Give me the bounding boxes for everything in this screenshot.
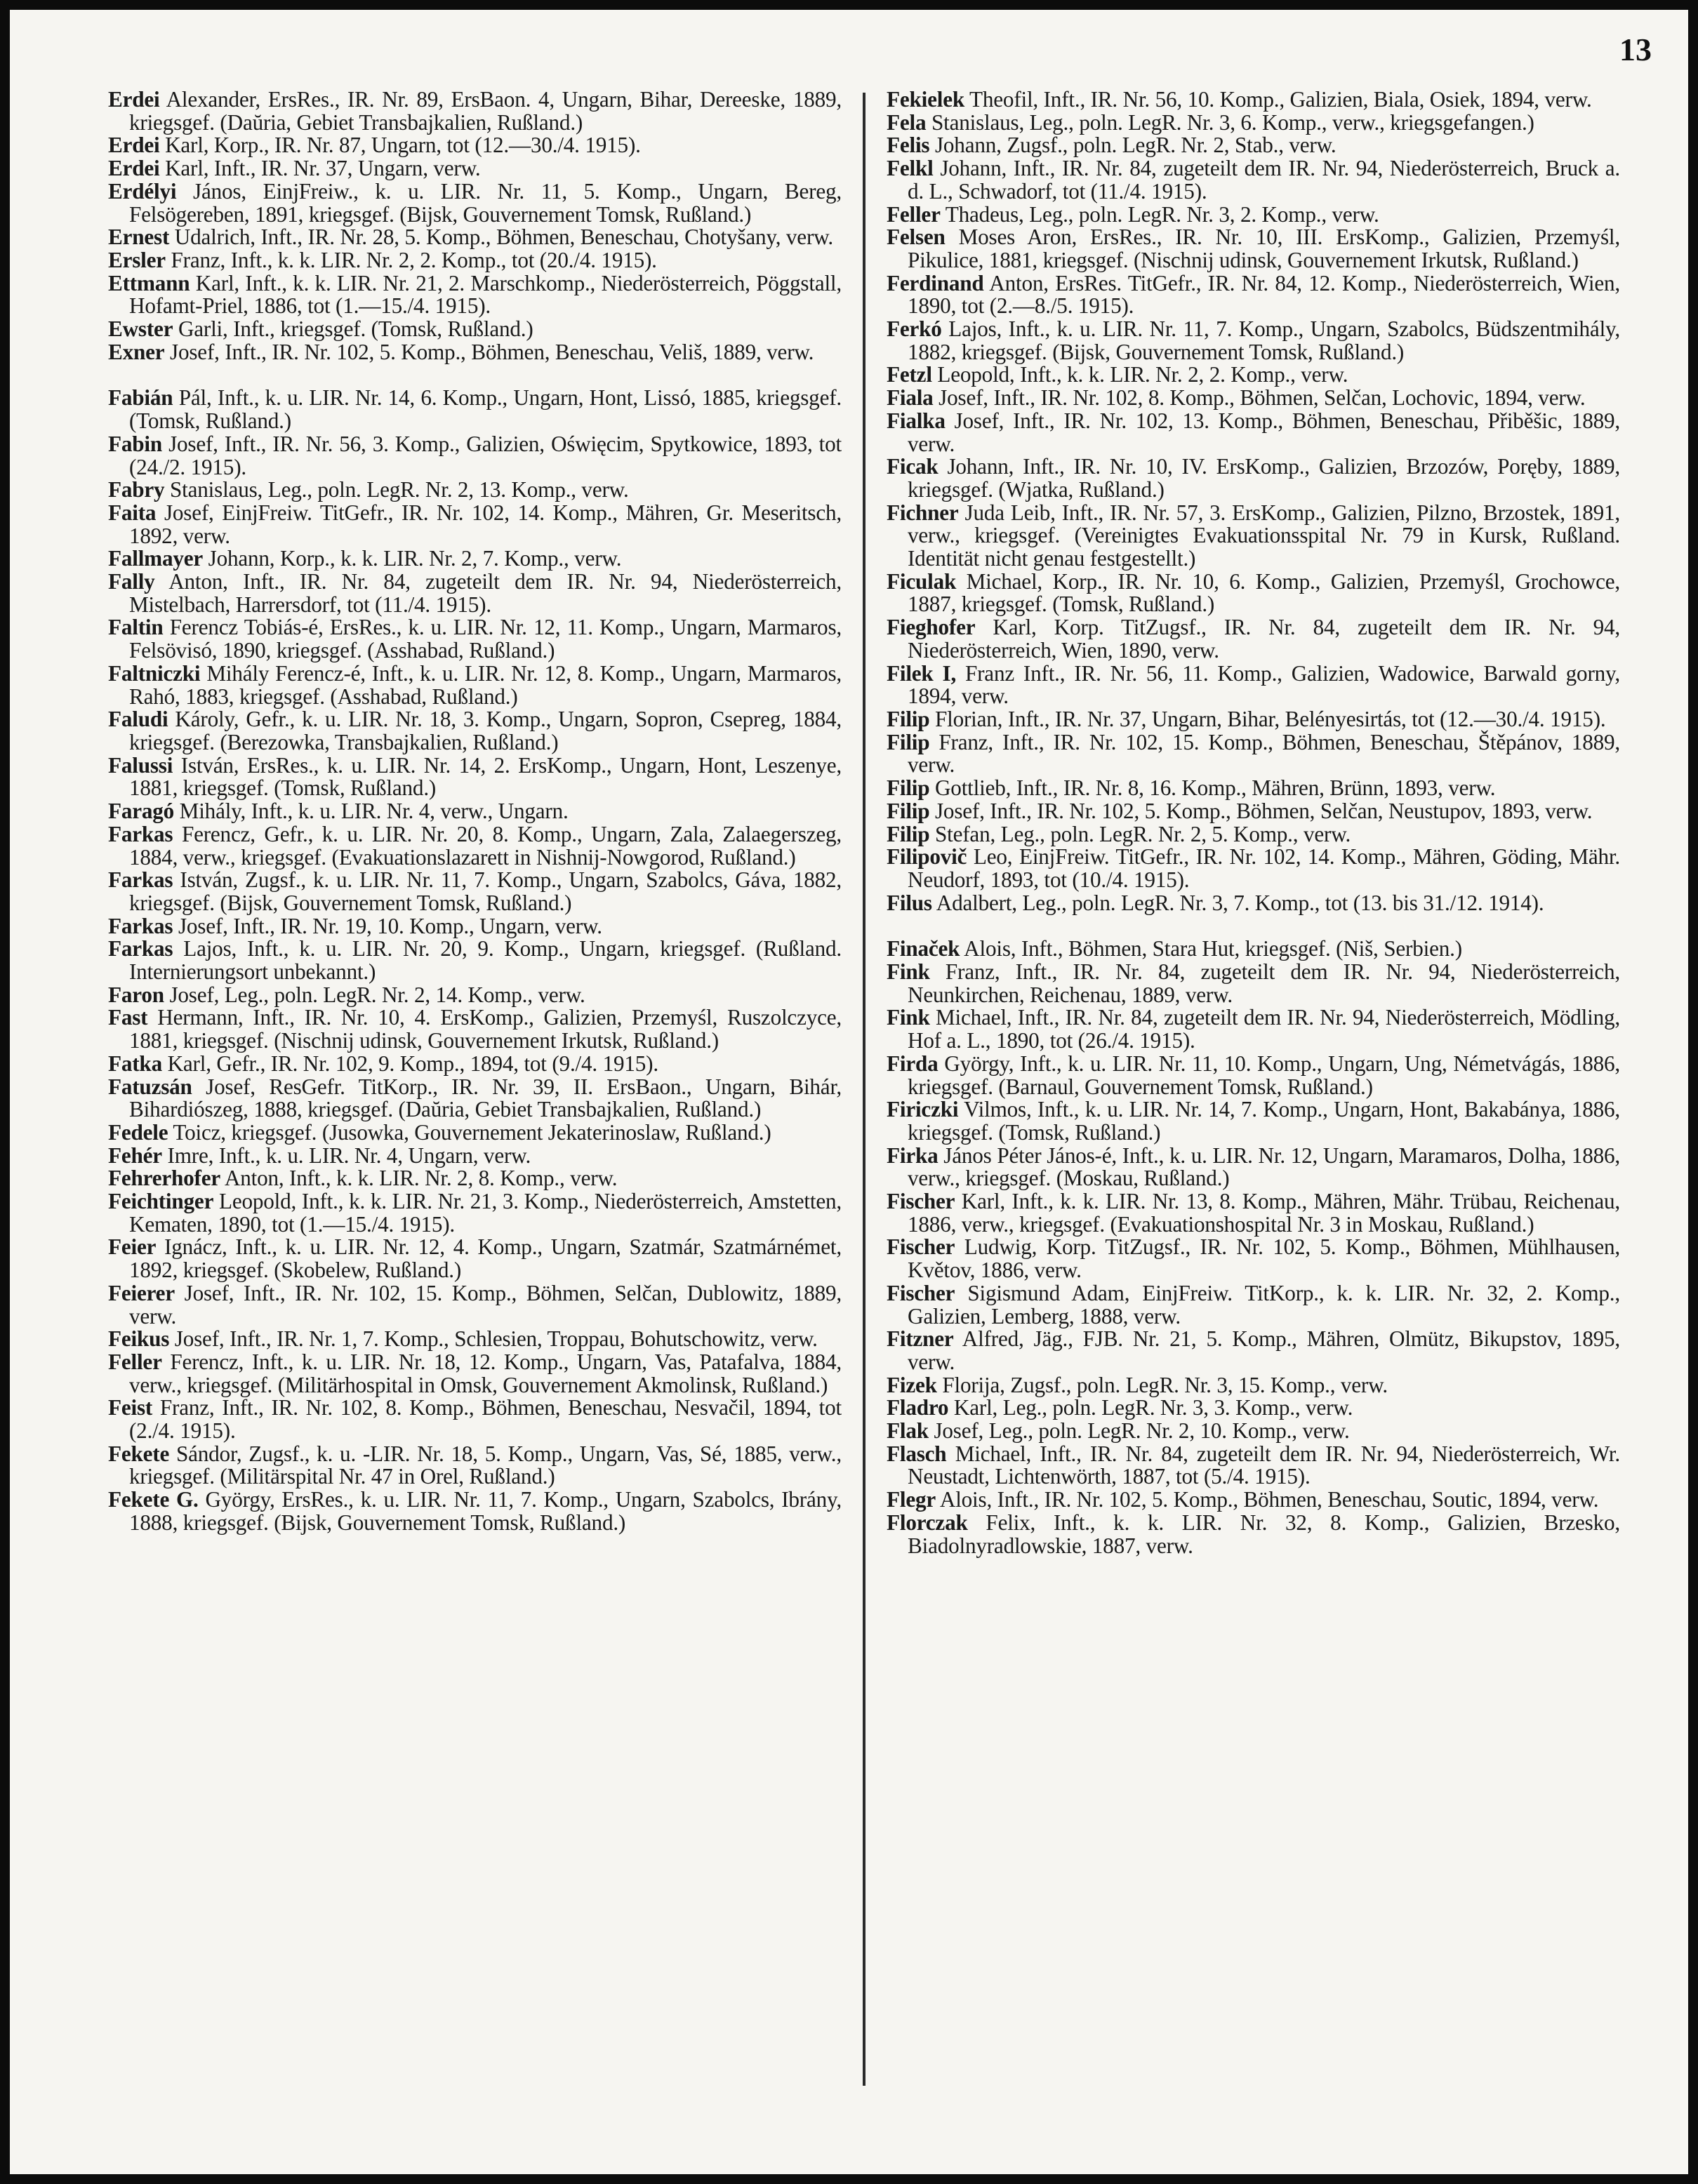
entry-surname: Flasch: [887, 1441, 947, 1466]
entry-surname: Fast: [108, 1005, 148, 1030]
entry-details: Florija, Zugsf., poln. LegR. Nr. 3, 15. Komp., verw.: [936, 1372, 1388, 1397]
entry-surname: Filek I,: [887, 660, 957, 686]
list-entry: [887, 109, 1620, 135]
entry-surname: Fallmayer: [108, 546, 204, 571]
list-entry: [108, 869, 842, 914]
entry-details: Franz, Inft., IR. Nr. 102, 15. Komp., Böhmen, Beneschau, Štěpánov, 1889, verw.: [908, 729, 1620, 778]
left-column: [108, 88, 863, 2124]
entry-surname: Fedele: [108, 1119, 168, 1145]
entry-surname: Fatuzsán: [108, 1074, 192, 1099]
entry-details: Josef, ResGefr. TitKorp., IR. Nr. 39, II. ErsBaon., Ungarn, Bihár, Bihardiószeg, 1888, kriegsgef. (Daŭria, Gebiet Transbajkalien, Rußland.): [129, 1074, 842, 1122]
two-column-layout: [108, 88, 1638, 2124]
entry-surname: Fehrerhofer: [108, 1166, 221, 1191]
entry-details: Karl, Inft., IR. Nr. 37, Ungarn, verw.: [159, 156, 481, 181]
entry-details: Anton, ErsRes. TitGefr., IR. Nr. 84, 12. Komp., Niederösterreich, Wien, 1890, tot (2.—8./5. 1915).: [908, 270, 1620, 319]
entry-surname: Erdei: [108, 88, 160, 112]
entry-details: Leopold, Inft., k. k. LIR. Nr. 21, 3. Komp., Niederösterreich, Amstetten, Kematen, 1890, tot (1.—15./4. 1915).: [129, 1189, 842, 1237]
entry-details: Imre, Inft., k. u. LIR. Nr. 4, Ungarn, verw.: [161, 1143, 531, 1168]
entry-surname: Florczak: [887, 1510, 968, 1535]
list-entry: [887, 1443, 1620, 1489]
entry-surname: Feist: [108, 1395, 153, 1420]
entry-surname: Felis: [887, 133, 930, 158]
entry-details: István, Zugsf., k. u. LIR. Nr. 11, 7. Komp., Ungarn, Szabolcs, Gáva, 1882, kriegsgef. (Bijsk, Gouvernement Tomsk, Rußland.): [129, 867, 842, 915]
entry-surname: Firka: [887, 1143, 938, 1168]
entry-details: Josef, Inft., IR. Nr. 56, 3. Komp., Galizien, Oświęcim, Spytkowice, 1893, tot (24./2. 1915).: [129, 431, 842, 479]
entry-details: Juda Leib, Inft., IR. Nr. 57, 3. ErsKomp., Galizien, Pilzno, Brzostek, 1891, verw., kriegsgef. (Vereinigtes Evakuationsspital Nr. 79 in Kursk, Rußland. Identität nicht genau festgestellt.): [908, 500, 1620, 571]
entry-surname: Fela: [887, 109, 927, 135]
entry-surname: Fetzl: [887, 362, 932, 387]
list-entry: [887, 272, 1620, 318]
entry-surname: Filip: [887, 729, 930, 754]
entry-details: Stefan, Leg., poln. LegR. Nr. 2, 5. Komp., verw.: [929, 821, 1351, 846]
list-entry: [108, 1328, 842, 1351]
entry-details: Franz, Inft., IR. Nr. 84, zugeteilt dem IR. Nr. 94, Niederösterreich, Neunkirchen, Reichenau, 1889, verw.: [908, 959, 1620, 1007]
entry-surname: Feller: [887, 201, 941, 227]
list-entry: [887, 777, 1620, 800]
list-entry: [887, 410, 1620, 455]
entry-surname: Firiczki: [887, 1097, 959, 1122]
entry-details: Alois, Inft., Böhmen, Stara Hut, kriegsgef. (Niš, Serbien.): [960, 936, 1462, 961]
list-entry: [108, 1443, 842, 1489]
entry-details: Hermann, Inft., IR. Nr. 10, 4. ErsKomp., Galizien, Przemyśl, Ruszolczyce, 1881, kriegsgef. (Nischnij udinsk, Gouvernement Irkutsk, Rußland.): [129, 1005, 842, 1053]
list-entry: [108, 1282, 842, 1328]
entry-details: Vilmos, Inft., k. u. LIR. Nr. 14, 7. Komp., Ungarn, Hont, Bakabánya, 1886, kriegsgef. (Tomsk, Rußland.): [908, 1097, 1620, 1145]
entry-details: István, ErsRes., k. u. LIR. Nr. 14, 2. ErsKomp., Ungarn, Hont, Leszenye, 1881, kriegsgef. (Tomsk, Rußland.): [129, 752, 842, 801]
entry-details: Anton, Inft., IR. Nr. 84, zugeteilt dem IR. Nr. 94, Niederösterreich, Mistelbach, Harrersdorf, tot (11./4. 1915).: [129, 569, 842, 617]
entry-details: János Péter János-é, Inft., k. u. LIR. Nr. 12, Ungarn, Maramaros, Dolha, 1886, verw., kriegsgef. (Moskau, Rußland.): [908, 1143, 1620, 1191]
entry-details: Michael, Inft., IR. Nr. 84, zugeteilt dem IR. Nr. 94, Niederösterreich, Mödling, Hof a. L., 1890, tot (26./4. 1915).: [908, 1005, 1620, 1053]
entry-details: Franz Inft., IR. Nr. 56, 11. Komp., Galizien, Wadowice, Barwald gorny, 1894, verw.: [908, 660, 1620, 709]
list-entry: [887, 88, 1620, 112]
entry-surname: Fekielek: [887, 88, 964, 112]
entry-details: Ferencz Tobiás-é, ErsRes., k. u. LIR. Nr. 12, 11. Komp., Ungarn, Marmaros, Felsövisó, 1890, kriegsgef. (Asshabad, Rußland.): [129, 615, 842, 663]
list-entry: [108, 547, 842, 571]
list-entry: [108, 1167, 842, 1190]
entry-surname: Flak: [887, 1418, 929, 1444]
entry-surname: Fatka: [108, 1051, 162, 1076]
entry-surname: Feikus: [108, 1326, 170, 1352]
entry-details: Franz, Inft., IR. Nr. 102, 8. Komp., Böhmen, Beneschau, Nesvačil, 1894, tot (2./4. 1915).: [129, 1395, 842, 1444]
entry-surname: Fehér: [108, 1143, 162, 1168]
right-column: [865, 88, 1620, 2124]
entry-details: Károly, Gefr., k. u. LIR. Nr. 18, 3. Komp., Ungarn, Sopron, Csepreg, 1884, kriegsgef. (Berezowka, Transbajkalien, Rußland.): [129, 707, 842, 754]
list-entry: [887, 134, 1620, 157]
list-entry: [108, 1006, 842, 1052]
list-entry: [887, 1053, 1620, 1098]
entry-details: Toicz, kriegsgef. (Jusowka, Gouvernement Jekaterinoslaw, Rußland.): [168, 1119, 771, 1145]
entry-surname: Firda: [887, 1051, 938, 1076]
entry-surname: Feichtinger: [108, 1189, 214, 1214]
entry-surname: Erdei: [108, 133, 160, 158]
list-entry: [887, 1489, 1620, 1512]
entry-details: Josef, Leg., poln. LegR. Nr. 2, 10. Komp., verw.: [928, 1418, 1350, 1444]
entry-details: Leopold, Inft., k. k. LIR. Nr. 2, 2. Komp., verw.: [931, 362, 1348, 387]
entry-surname: Ficulak: [887, 568, 957, 594]
entry-details: Alexander, ErsRes., IR. Nr. 89, ErsBaon. 4, Ungarn, Bihar, Dereeske, 1889, kriegsgef. (Daŭria, Gebiet Transbajkalien, Rußland.): [129, 88, 842, 135]
list-entry: [108, 134, 842, 157]
entry-surname: Faludi: [108, 707, 168, 732]
entry-surname: Faltniczki: [108, 660, 201, 686]
entry-details: Ferencz, Gefr., k. u. LIR. Nr. 20, 8. Komp., Ungarn, Zala, Zalaegerszeg, 1884, verw., kriegsgef. (Evakuationslazarett in Nishnij-Nowgorod, Rußland.): [129, 821, 842, 870]
entry-details: Johann, Zugsf., poln. LegR. Nr. 2, Stab., verw.: [929, 133, 1336, 158]
entry-surname: Fischer: [887, 1189, 955, 1214]
list-entry: [108, 88, 842, 134]
entry-details: Michael, Inft., IR. Nr. 84, zugeteilt dem IR. Nr. 94, Niederösterreich, Wr. Neustadt, Lichtenwörth, 1887, tot (5./4. 1915).: [908, 1441, 1620, 1489]
list-entry: [887, 961, 1620, 1006]
list-entry: [887, 938, 1620, 961]
entry-details: Thadeus, Leg., poln. LegR. Nr. 3, 2. Komp., verw.: [940, 201, 1379, 227]
list-entry: [887, 616, 1620, 662]
entry-details: György, ErsRes., k. u. LIR. Nr. 11, 7. Komp., Ungarn, Szabolcs, Ibrány, 1888, kriegsgef. (Bijsk, Gouvernement Tomsk, Rußland.): [129, 1487, 842, 1535]
entry-details: Karl, Leg., poln. LegR. Nr. 3, 3. Komp., verw.: [948, 1395, 1353, 1420]
list-entry: [108, 1397, 842, 1442]
entry-surname: Faron: [108, 982, 164, 1007]
list-entry: [887, 1397, 1620, 1420]
entry-surname: Finaček: [887, 936, 960, 961]
entry-surname: Ferdinand: [887, 270, 984, 295]
entry-details: János, EinjFreiw., k. u. LIR. Nr. 11, 5. Komp., Ungarn, Bereg, Felsögereben, 1891, kriegsgef. (Bijsk, Gouvernement Tomsk, Rußland.): [129, 178, 842, 227]
entry-details: Theofil, Inft., IR. Nr. 56, 10. Komp., Galizien, Biala, Osiek, 1894, verw.: [964, 88, 1592, 112]
entry-details: Josef, Leg., poln. LegR. Nr. 2, 14. Komp., verw.: [164, 982, 585, 1007]
list-entry: [108, 479, 842, 502]
list-entry: [108, 180, 842, 226]
entry-details: Sigismund Adam, EinjFreiw. TitKorp., k. k. LIR. Nr. 32, 2. Komp., Galizien, Lemberg, 1888, verw.: [908, 1280, 1620, 1329]
list-entry: [108, 984, 842, 1007]
entry-details: Josef, EinjFreiw. TitGefr., IR. Nr. 102, 14. Komp., Mähren, Gr. Meseritsch, 1892, verw.: [129, 500, 842, 548]
entry-surname: Filus: [887, 890, 932, 915]
entry-details: Sándor, Zugsf., k. u. -LIR. Nr. 18, 5. Komp., Ungarn, Vas, Sé, 1885, verw., kriegsgef. (Militärspital Nr. 47 in Orel, Rußland.): [129, 1441, 842, 1489]
entry-details: Mihály, Inft., k. u. LIR. Nr. 4, verw., Ungarn.: [174, 799, 569, 824]
list-entry: [887, 318, 1620, 364]
list-entry: [887, 823, 1620, 846]
entry-surname: Ettmann: [108, 270, 190, 295]
list-entry: [887, 846, 1620, 891]
entry-details: Pál, Inft., k. u. LIR. Nr. 14, 6. Komp., Ungarn, Hont, Lissó, 1885, kriegsgef. (Tomsk, Rußland.): [129, 385, 842, 434]
list-entry: [108, 823, 842, 869]
entry-surname: Fink: [887, 959, 930, 985]
entry-surname: Filip: [887, 706, 930, 731]
list-entry: [887, 1145, 1620, 1190]
entry-surname: Fieghofer: [887, 615, 976, 640]
entry-surname: Fischer: [887, 1280, 955, 1305]
list-entry: [108, 915, 842, 938]
entry-details: Ferencz, Inft., k. u. LIR. Nr. 18, 12. Komp., Ungarn, Vas, Patafalva, 1884, verw., kriegsgef. (Militärhospital in Omsk, Gouvernement Akmolinsk, Rußland.): [129, 1349, 842, 1397]
list-entry: [887, 1006, 1620, 1052]
entry-surname: Fabin: [108, 431, 162, 456]
entry-details: Josef, Inft., IR. Nr. 19, 10. Komp., Ungarn, verw.: [173, 913, 602, 938]
entry-surname: Fiala: [887, 385, 934, 411]
entry-details: Lajos, Inft., k. u. LIR. Nr. 11, 7. Komp., Ungarn, Szabolcs, Büdszentmihály, 1882, kriegsgef. (Bijsk, Gouvernement Tomsk, Rußland.): [908, 317, 1620, 364]
entry-surname: Fabián: [108, 385, 173, 411]
list-entry: [887, 568, 1620, 617]
entry-surname: Filip: [887, 798, 930, 823]
entry-details: Lajos, Inft., k. u. LIR. Nr. 20, 9. Komp., Ungarn, kriegsgef. (Rußland. Internierungsort unbekannt.): [129, 936, 842, 985]
entry-surname: Exner: [108, 339, 165, 364]
entry-details: György, Inft., k. u. LIR. Nr. 11, 10. Komp., Ungarn, Ung, Németvágás, 1886, kriegsgef. (Barnaul, Gouvernement Tomsk, Rußland.): [908, 1051, 1620, 1099]
entry-surname: Farkas: [108, 913, 173, 938]
entry-surname: Ewster: [108, 317, 173, 342]
list-entry: [887, 1282, 1620, 1328]
list-entry: [108, 502, 842, 547]
entry-surname: Felkl: [887, 156, 934, 181]
list-entry: [108, 249, 842, 272]
entry-details: Johann, Inft., IR. Nr. 10, IV. ErsKomp., Galizien, Brzozów, Poręby, 1889, kriegsgef. (Wjatka, Rußland.): [908, 454, 1620, 502]
list-entry: [108, 318, 842, 341]
entry-details: Leo, EinjFreiw. TitGefr., IR. Nr. 102, 14. Komp., Mähren, Göding, Mähr. Neudorf, 1893, tot (10./4. 1915).: [908, 844, 1620, 892]
entry-details: Karl, Gefr., IR. Nr. 102, 9. Komp., 1894, tot (9./4. 1915).: [161, 1051, 658, 1076]
entry-details: Stanislaus, Leg., poln. LegR. Nr. 3, 6. Komp., verw., kriegsgefangen.): [926, 109, 1534, 135]
entry-details: Johann, Korp., k. k. LIR. Nr. 2, 7. Komp., verw.: [203, 546, 622, 571]
list-entry: [887, 502, 1620, 571]
list-entry: [887, 455, 1620, 501]
list-entry: [108, 433, 842, 479]
entry-details: Karl, Inft., k. k. LIR. Nr. 13, 8. Komp., Mähren, Mähr. Trübau, Reichenau, 1886, verw., kriegsgef. (Evakuationshospital Nr. 3 in Moskau, Rußland.): [908, 1189, 1620, 1237]
list-entry: [887, 800, 1620, 823]
list-entry: [108, 1190, 842, 1236]
entry-surname: Farkas: [108, 867, 173, 893]
entry-surname: Feier: [108, 1234, 157, 1260]
list-entry: [887, 892, 1620, 915]
entry-details: Udalrich, Inft., IR. Nr. 28, 5. Komp., Böhmen, Beneschau, Chotyšany, verw.: [169, 225, 834, 250]
entry-surname: Feierer: [108, 1280, 175, 1305]
entry-details: Stanislaus, Leg., poln. LegR. Nr. 2, 13. Komp., verw.: [164, 477, 629, 502]
entry-surname: Ersler: [108, 247, 166, 272]
list-entry: [108, 616, 842, 662]
entry-details: Josef, Inft., IR. Nr. 1, 7. Komp., Schlesien, Troppau, Bohutschowitz, verw.: [169, 1326, 818, 1352]
entry-surname: Fitzner: [887, 1326, 954, 1352]
entry-surname: Farkas: [108, 936, 173, 961]
entry-details: Moses Aron, ErsRes., IR. Nr. 10, III. ErsKomp., Galizien, Przemyśl, Pikulice, 1881, kriegsgef. (Nischnij udinsk, Gouvernement Irkutsk, Rußland.): [908, 225, 1620, 272]
list-entry: [108, 662, 842, 708]
list-entry: [108, 226, 842, 249]
entry-surname: Flegr: [887, 1487, 936, 1512]
entry-surname: Falussi: [108, 752, 173, 778]
entry-details: Gottlieb, Inft., IR. Nr. 8, 16. Komp., Mähren, Brünn, 1893, verw.: [929, 775, 1496, 801]
list-entry: [887, 226, 1620, 272]
list-entry: [108, 800, 842, 823]
list-entry: [108, 754, 842, 800]
entry-details: Mihály Ferencz-é, Inft., k. u. LIR. Nr. 12, 8. Komp., Ungarn, Marmaros, Rahó, 1883, kriegsgef. (Asshabad, Rußland.): [129, 660, 842, 709]
entry-details: Garli, Inft., kriegsgef. (Tomsk, Rußland.): [173, 317, 533, 342]
list-entry: [108, 1236, 842, 1281]
list-entry: [108, 157, 842, 180]
entry-details: Josef, Inft., IR. Nr. 102, 5. Komp., Böhmen, Beneschau, Veliš, 1889, verw.: [164, 339, 814, 364]
entry-surname: Fialka: [887, 408, 946, 433]
entry-details: Karl, Korp., IR. Nr. 87, Ungarn, tot (12.—30./4. 1915).: [159, 133, 641, 158]
entry-surname: Ernest: [108, 225, 170, 250]
list-entry: [108, 571, 842, 616]
entry-surname: Fischer: [887, 1234, 955, 1260]
list-entry: [108, 1145, 842, 1168]
entry-surname: Filip: [887, 821, 930, 846]
entry-surname: Fekete G.: [108, 1487, 199, 1512]
entry-details: Alfred, Jäg., FJB. Nr. 21, 5. Komp., Mähren, Olmütz, Bikupstov, 1895, verw.: [908, 1326, 1620, 1374]
entry-details: Josef, Inft., IR. Nr. 102, 15. Komp., Böhmen, Selčan, Dublowitz, 1889, verw.: [129, 1280, 842, 1329]
entry-surname: Faragó: [108, 799, 175, 824]
entry-surname: Erdélyi: [108, 178, 177, 204]
entry-details: Anton, Inft., k. k. LIR. Nr. 2, 8. Komp., verw.: [220, 1166, 618, 1191]
entry-details: Alois, Inft., IR. Nr. 102, 5. Komp., Böhmen, Beneschau, Soutic, 1894, verw.: [936, 1487, 1599, 1512]
entry-surname: Fichner: [887, 500, 959, 525]
entry-surname: Fabry: [108, 477, 165, 502]
entry-surname: Fladro: [887, 1395, 949, 1420]
list-entry: [108, 1489, 842, 1534]
entry-details: Ignácz, Inft., k. u. LIR. Nr. 12, 4. Komp., Ungarn, Szatmár, Szatmárnémet, 1892, kriegsgef. (Skobelew, Rußland.): [129, 1234, 842, 1283]
list-entry: [887, 1420, 1620, 1443]
list-entry: [887, 1374, 1620, 1397]
entry-details: Josef, Inft., IR. Nr. 102, 8. Komp., Böhmen, Selčan, Lochovic, 1894, verw.: [933, 385, 1586, 411]
list-entry: [108, 341, 842, 364]
entry-surname: Fally: [108, 569, 155, 594]
list-entry: [887, 387, 1620, 410]
list-entry: [108, 272, 842, 318]
list-entry: [108, 1076, 842, 1121]
entry-surname: Fink: [887, 1005, 930, 1030]
entry-details: Florian, Inft., IR. Nr. 37, Ungarn, Bihar, Belényesirtás, tot (12.—30./4. 1915).: [929, 706, 1606, 731]
list-entry: [887, 157, 1620, 203]
list-entry: [887, 1328, 1620, 1373]
list-entry: [108, 1121, 842, 1145]
list-entry: [887, 201, 1620, 227]
list-entry: [108, 708, 842, 754]
entry-details: Franz, Inft., k. k. LIR. Nr. 2, 2. Komp., tot (20./4. 1915).: [165, 247, 657, 272]
entry-surname: Erdei: [108, 156, 160, 181]
entry-details: Karl, Korp. TitZugsf., IR. Nr. 84, zugeteilt dem IR. Nr. 94, Niederösterreich, Wien, 1890, verw.: [908, 615, 1620, 662]
list-entry: [887, 1098, 1620, 1144]
list-entry: [887, 1512, 1620, 1557]
entry-surname: Feller: [108, 1349, 162, 1374]
entry-surname: Ficak: [887, 454, 938, 479]
list-entry: [108, 387, 842, 432]
list-entry: [108, 938, 842, 983]
entry-surname: Filip: [887, 775, 930, 801]
entry-surname: Ferkó: [887, 317, 942, 342]
entry-details: Johann, Inft., IR. Nr. 84, zugeteilt dem IR. Nr. 94, Niederösterreich, Bruck a. d. L., Schwadorf, tot (11./4. 1915).: [908, 156, 1620, 204]
list-entry: [887, 731, 1620, 777]
list-entry: [887, 1190, 1620, 1236]
list-entry: [887, 708, 1620, 731]
entry-surname: Felsen: [887, 225, 946, 250]
entry-details: Karl, Inft., k. k. LIR. Nr. 21, 2. Marschkomp., Niederösterreich, Pöggstall, Hofamt-Priel, 1886, tot (1.—15./4. 1915).: [129, 270, 842, 319]
entry-surname: Filipovič: [887, 844, 967, 870]
list-entry: [887, 662, 1620, 708]
entry-details: Felix, Inft., k. k. LIR. Nr. 32, 8. Komp., Galizien, Brzesko, Biadolnyradlowskie, 1887, verw.: [908, 1510, 1620, 1558]
entry-surname: Fizek: [887, 1372, 937, 1397]
list-entry: [108, 1053, 842, 1076]
entry-surname: Faltin: [108, 615, 164, 640]
entry-details: Michael, Korp., IR. Nr. 10, 6. Komp., Galizien, Przemyśl, Grochowce, 1887, kriegsgef. (Tomsk, Rußland.): [908, 568, 1620, 617]
entry-details: Ludwig, Korp. TitZugsf., IR. Nr. 102, 5. Komp., Böhmen, Mühlhausen, Květov, 1886, verw.: [908, 1234, 1620, 1283]
entry-surname: Farkas: [108, 821, 173, 846]
entry-details: Adalbert, Leg., poln. LegR. Nr. 3, 7. Komp., tot (13. bis 31./12. 1914).: [931, 890, 1544, 915]
entry-surname: Fekete: [108, 1441, 170, 1466]
page-number: 13: [1619, 32, 1652, 67]
entry-details: Josef, Inft., IR. Nr. 102, 13. Komp., Böhmen, Beneschau, Přiběšic, 1889, verw.: [908, 408, 1620, 456]
entry-details: Josef, Inft., IR. Nr. 102, 5. Komp., Böhmen, Selčan, Neustupov, 1893, verw.: [929, 798, 1593, 823]
list-entry: [108, 1351, 842, 1397]
entry-surname: Faita: [108, 500, 157, 525]
list-entry: [887, 1236, 1620, 1281]
list-entry: [887, 364, 1620, 387]
